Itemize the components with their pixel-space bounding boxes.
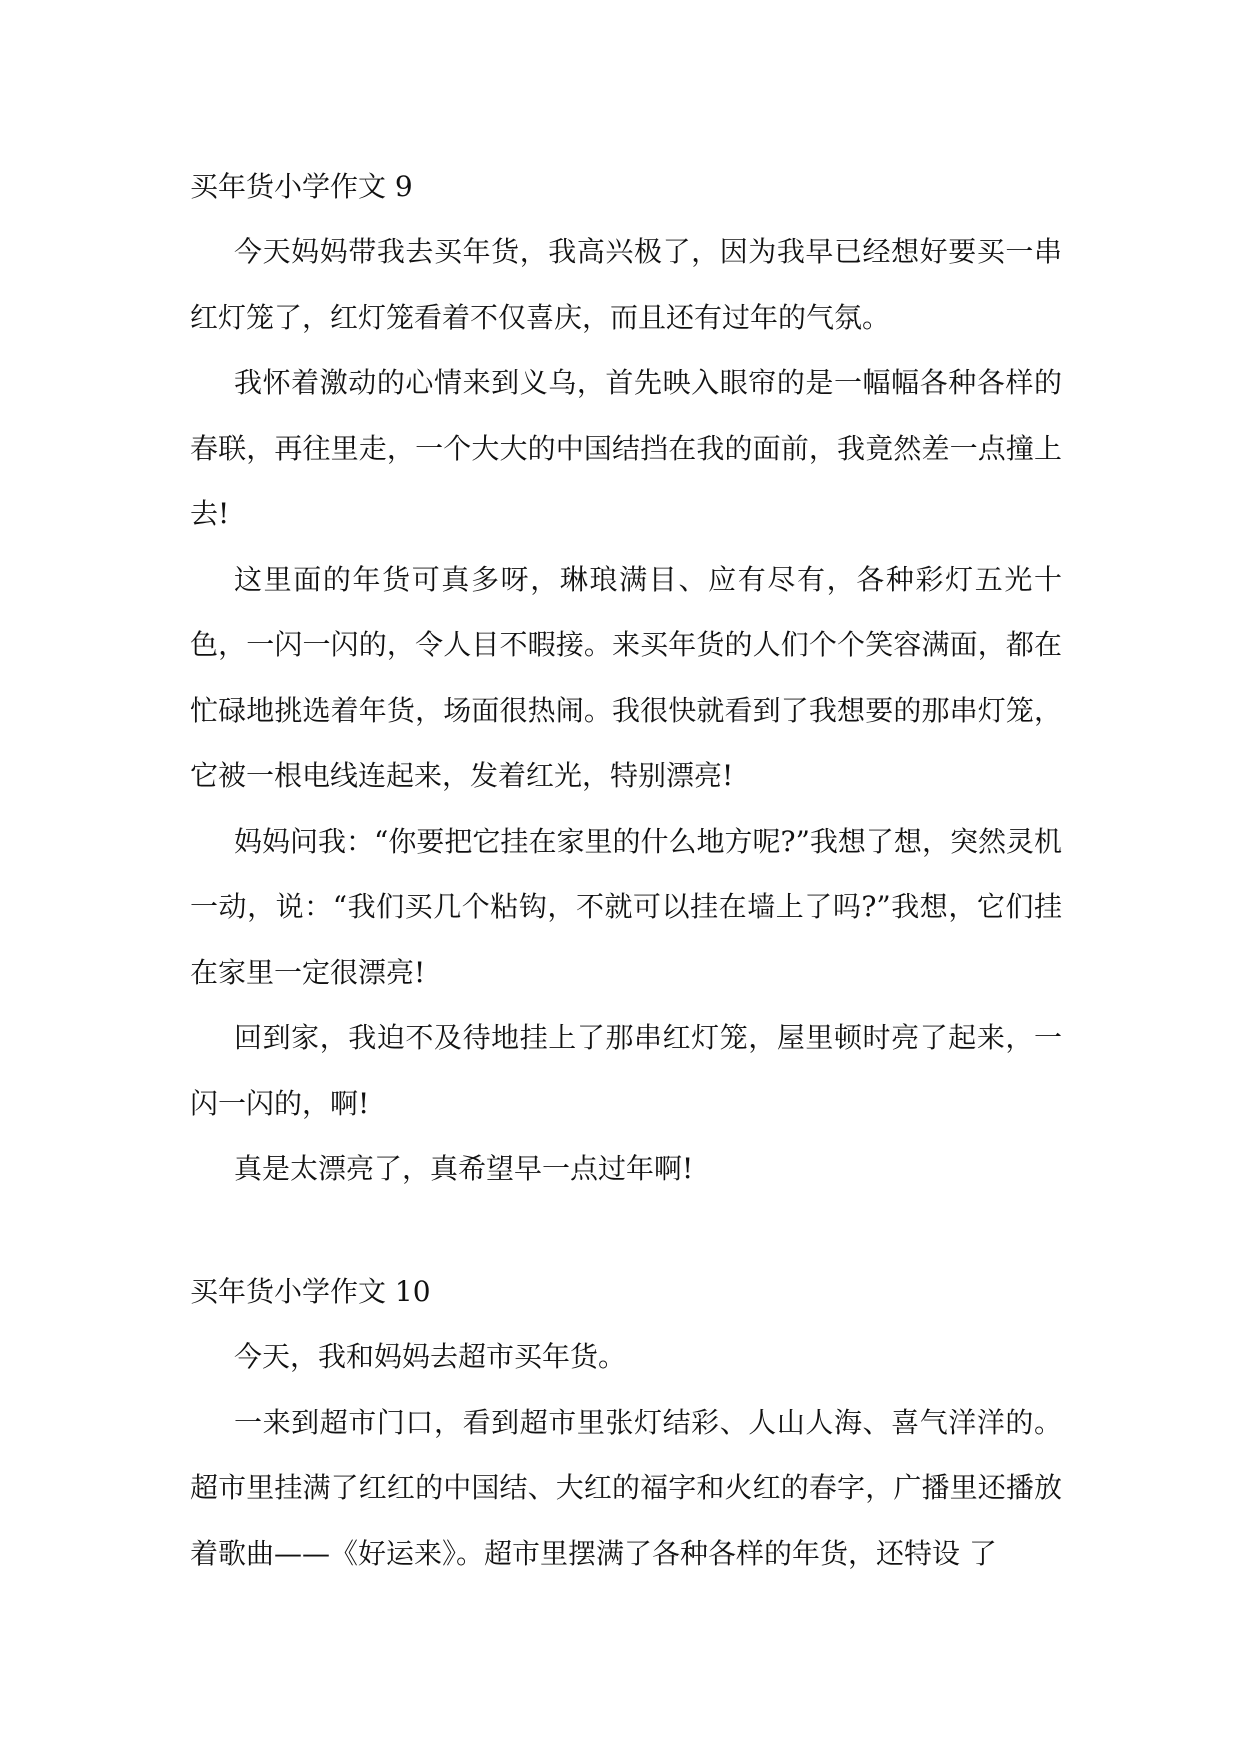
essay-paragraph: 一来到超市门口，看到超市里张灯结彩、人山人海、喜气洋洋的。超市里挂满了红红的中国结、大红的福字和火红的春字，广播里还播放着歌曲——《好运来》。超市里摆满了各种各样的年货，还特设 了 [190, 1405, 1062, 1570]
essay-title: 买年货小学作文 10 [190, 1275, 431, 1308]
essay-paragraph: 今天，我和妈妈去超市买年货。 [234, 1340, 627, 1373]
essay-paragraph: 今天妈妈带我去买年货，我高兴极了，因为我早已经想好要买一串红灯笼了，红灯笼看着不仅喜庆，而且还有过年的气氛。 [190, 235, 1062, 334]
essay-title: 买年货小学作文 9 [190, 170, 413, 203]
essay-paragraph: 回到家，我迫不及待地挂上了那串红灯笼，屋里顿时亮了起来，一闪一闪的，啊! [190, 1021, 1062, 1120]
essay-paragraph: 我怀着激动的心情来到义乌，首先映入眼帘的是一幅幅各种各样的春联，再往里走，一个大大的中国结挡在我的面前，我竟然差一点撞上去! [190, 366, 1062, 530]
essay-10 [190, 1260, 1062, 1586]
essay-paragraph: 真是太漂亮了，真希望早一点过年啊! [234, 1152, 694, 1185]
essay-9 [190, 155, 1062, 1202]
essay-paragraph: 这里面的年货可真多呀，琳琅满目、应有尽有，各种彩灯五光十色，一闪一闪的，令人目不暇接。来买年货的人们个个笑容满面，都在忙碌地挑选着年货，场面很热闹。我很快就看到了我想要的那串灯笼，它被一根电线连起来，发着红光，特别漂亮! [190, 562, 1062, 792]
essay-paragraph: 妈妈问我：“你要把它挂在家里的什么地方呢?”我想了想，突然灵机一动，说：“我们买几个粘钩，不就可以挂在墙上了吗?”我想，它们挂在家里一定很漂亮! [190, 824, 1062, 989]
